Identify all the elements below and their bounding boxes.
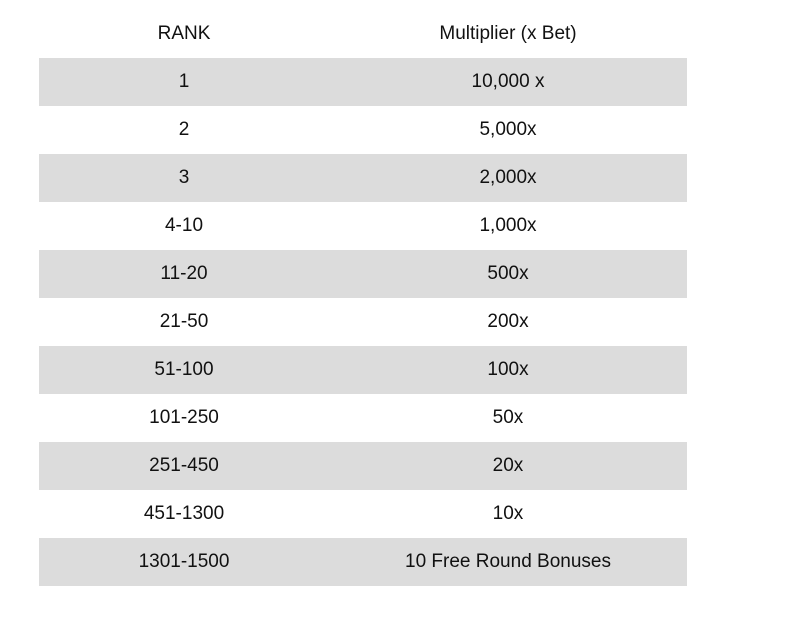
multiplier-cell: 10 Free Round Bonuses <box>405 551 611 572</box>
multiplier-cell: 200x <box>487 311 529 332</box>
rank-cell: 451-1300 <box>143 503 225 524</box>
multiplier-cell: 500x <box>487 263 529 284</box>
rank-cell: 51-100 <box>154 359 214 380</box>
rank-cell: 21-50 <box>159 311 209 332</box>
rank-cell: 1301-1500 <box>138 551 230 572</box>
multiplier-cell: 50x <box>492 407 524 428</box>
table-row <box>39 58 687 106</box>
rank-cell: 4-10 <box>164 215 204 236</box>
multiplier-cell: 100x <box>487 359 529 380</box>
table-row <box>39 394 687 442</box>
table-row <box>39 490 687 538</box>
multiplier-cell: 10,000 x <box>471 71 545 92</box>
rank-cell: 2 <box>178 119 190 140</box>
table-row <box>39 346 687 394</box>
multiplier-cell: 5,000x <box>479 119 537 140</box>
rank-cell: 11-20 <box>160 263 208 284</box>
rank-cell: 251-450 <box>149 455 219 476</box>
table-header-row <box>39 10 687 58</box>
table-row <box>39 202 687 250</box>
table-row <box>39 106 687 154</box>
table-row <box>39 442 687 490</box>
multiplier-cell: 20x <box>492 455 524 476</box>
rank-cell: 1 <box>178 71 190 92</box>
header-rank: RANK <box>157 23 211 44</box>
header-multiplier: Multiplier (x Bet) <box>439 23 577 44</box>
rank-cell: 3 <box>178 167 190 188</box>
multiplier-cell: 10x <box>492 503 524 524</box>
table-row <box>39 538 687 586</box>
table-row <box>39 154 687 202</box>
multiplier-cell: 2,000x <box>479 167 537 188</box>
table-row <box>39 250 687 298</box>
prize-table <box>39 10 687 586</box>
multiplier-cell: 1,000x <box>479 215 537 236</box>
rank-cell: 101-250 <box>149 407 219 428</box>
table-row <box>39 298 687 346</box>
